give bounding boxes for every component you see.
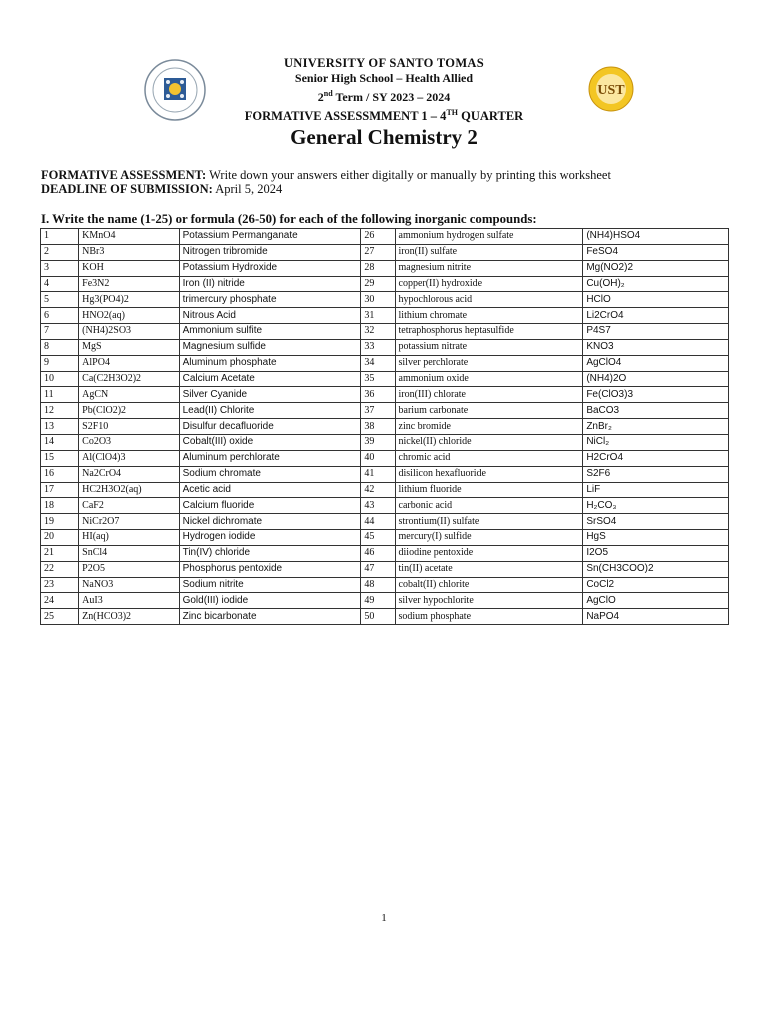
item-number: 20	[41, 530, 79, 546]
compound-formula: KMnO4	[79, 229, 179, 245]
item-number: 35	[361, 371, 395, 387]
university-name: UNIVERSITY OF SANTO TOMAS	[283, 56, 485, 70]
answer-name: Phosphorus pentoxide	[179, 561, 361, 577]
answer-formula: AgClO4	[583, 355, 729, 371]
item-number: 43	[361, 498, 395, 514]
answer-formula: H₂CO₃	[583, 498, 729, 514]
item-number: 40	[361, 450, 395, 466]
page-number: 1	[381, 912, 387, 924]
compound-name: carbonic acid	[395, 498, 583, 514]
item-number: 25	[41, 609, 79, 625]
compound-formula: SnCl4	[79, 545, 179, 561]
compound-formula: Ca(C2H3O2)2	[79, 371, 179, 387]
answer-formula: LiF	[583, 482, 729, 498]
answer-formula: AgClO	[583, 593, 729, 609]
table-row	[41, 387, 729, 403]
compounds-table	[40, 228, 729, 625]
item-number: 18	[41, 498, 79, 514]
answer-name: Calcium fluoride	[179, 498, 361, 514]
compound-name: tin(II) acetate	[395, 561, 583, 577]
compound-formula: AuI3	[79, 593, 179, 609]
item-number: 49	[361, 593, 395, 609]
compound-formula: Al(ClO4)3	[79, 450, 179, 466]
answer-formula: NaPO4	[583, 609, 729, 625]
answer-name: trimercury phosphate	[179, 292, 361, 308]
compound-name: potassium nitrate	[395, 339, 583, 355]
answer-formula: SrSO4	[583, 514, 729, 530]
answer-name: Iron (II) nitride	[179, 276, 361, 292]
item-number: 2	[41, 244, 79, 260]
compound-name: silver hypochlorite	[395, 593, 583, 609]
table-row	[41, 498, 729, 514]
item-number: 6	[41, 308, 79, 324]
table-row	[41, 292, 729, 308]
item-number: 32	[361, 324, 395, 340]
compound-formula: Na2CrO4	[79, 466, 179, 482]
term-line: 2nd Term / SY 2023 – 2024	[317, 89, 451, 104]
assessment-instruction: FORMATIVE ASSESSMENT: Write down your answers either digitally or manually by printing this worksheet	[41, 168, 611, 182]
answer-name: Cobalt(III) oxide	[179, 434, 361, 450]
answer-formula: S2F6	[583, 466, 729, 482]
compound-formula: Hg3(PO4)2	[79, 292, 179, 308]
compound-formula: KOH	[79, 260, 179, 276]
compound-formula: AlPO4	[79, 355, 179, 371]
answer-formula: Cu(OH)₂	[583, 276, 729, 292]
compound-name: magnesium nitrite	[395, 260, 583, 276]
compound-name: mercury(I) sulfide	[395, 530, 583, 546]
item-number: 31	[361, 308, 395, 324]
table-row	[41, 371, 729, 387]
item-number: 29	[361, 276, 395, 292]
item-number: 45	[361, 530, 395, 546]
table-row	[41, 593, 729, 609]
answer-name: Acetic acid	[179, 482, 361, 498]
compound-name: chromic acid	[395, 450, 583, 466]
answer-formula: Li2CrO4	[583, 308, 729, 324]
answer-formula: KNO3	[583, 339, 729, 355]
compound-formula: HNO2(aq)	[79, 308, 179, 324]
compound-formula: Zn(HCO3)2	[79, 609, 179, 625]
item-number: 3	[41, 260, 79, 276]
answer-name: Aluminum perchlorate	[179, 450, 361, 466]
table-row	[41, 514, 729, 530]
table-row	[41, 339, 729, 355]
table-row	[41, 450, 729, 466]
compound-formula: MgS	[79, 339, 179, 355]
assessment-line: FORMATIVE ASSESSMMENT 1 – 4TH QUARTER	[244, 108, 524, 124]
item-number: 19	[41, 514, 79, 530]
item-number: 33	[361, 339, 395, 355]
table-row	[41, 482, 729, 498]
compound-name: ammonium hydrogen sulfate	[395, 229, 583, 245]
item-number: 34	[361, 355, 395, 371]
answer-formula: Mg(NO2)2	[583, 260, 729, 276]
compound-formula: (NH4)2SO3	[79, 324, 179, 340]
answer-name: Disulfur decafluoride	[179, 419, 361, 435]
compound-name: copper(II) hydroxide	[395, 276, 583, 292]
answer-name: Nitrous Acid	[179, 308, 361, 324]
table-row	[41, 545, 729, 561]
item-number: 27	[361, 244, 395, 260]
compound-formula: Fe3N2	[79, 276, 179, 292]
item-number: 8	[41, 339, 79, 355]
answer-name: Silver Cyanide	[179, 387, 361, 403]
item-number: 38	[361, 419, 395, 435]
table-row	[41, 276, 729, 292]
compound-name: disilicon hexafluoride	[395, 466, 583, 482]
compound-formula: Pb(ClO2)2	[79, 403, 179, 419]
answer-formula: FeSO4	[583, 244, 729, 260]
compound-name: lithium chromate	[395, 308, 583, 324]
table-row	[41, 609, 729, 625]
compound-formula: Co2O3	[79, 434, 179, 450]
answer-name: Lead(II) Chlorite	[179, 403, 361, 419]
compound-formula: P2O5	[79, 561, 179, 577]
answer-formula: BaCO3	[583, 403, 729, 419]
answer-formula: I2O5	[583, 545, 729, 561]
item-number: 41	[361, 466, 395, 482]
answer-name: Nitrogen tribromide	[179, 244, 361, 260]
table-row	[41, 561, 729, 577]
compound-name: lithium fluoride	[395, 482, 583, 498]
answer-formula: HgS	[583, 530, 729, 546]
item-number: 39	[361, 434, 395, 450]
table-row	[41, 355, 729, 371]
answer-name: Zinc bicarbonate	[179, 609, 361, 625]
item-number: 7	[41, 324, 79, 340]
answer-formula: (NH4)2O	[583, 371, 729, 387]
section-title: I. Write the name (1-25) or formula (26-50) for each of the following inorganic compounds:	[41, 212, 537, 226]
item-number: 36	[361, 387, 395, 403]
answer-name: Nickel dichromate	[179, 514, 361, 530]
table-row	[41, 403, 729, 419]
document-header	[0, 56, 768, 150]
answer-formula: CoCl2	[583, 577, 729, 593]
answer-name: Potassium Permanganate	[179, 229, 361, 245]
compound-formula: NBr3	[79, 244, 179, 260]
item-number: 30	[361, 292, 395, 308]
table-row	[41, 577, 729, 593]
compound-formula: HI(aq)	[79, 530, 179, 546]
item-number: 17	[41, 482, 79, 498]
compound-name: sodium phosphate	[395, 609, 583, 625]
school-name: Senior High School – Health Allied	[294, 71, 474, 85]
item-number: 5	[41, 292, 79, 308]
compound-name: silver perchlorate	[395, 355, 583, 371]
item-number: 37	[361, 403, 395, 419]
compound-formula: AgCN	[79, 387, 179, 403]
item-number: 4	[41, 276, 79, 292]
answer-name: Sodium chromate	[179, 466, 361, 482]
answer-name: Magnesium sulfide	[179, 339, 361, 355]
item-number: 15	[41, 450, 79, 466]
item-number: 16	[41, 466, 79, 482]
item-number: 48	[361, 577, 395, 593]
item-number: 47	[361, 561, 395, 577]
item-number: 13	[41, 419, 79, 435]
table-row	[41, 434, 729, 450]
answer-formula: Fe(ClO3)3	[583, 387, 729, 403]
table-row	[41, 324, 729, 340]
item-number: 12	[41, 403, 79, 419]
compound-name: nickel(II) chloride	[395, 434, 583, 450]
compound-name: iron(III) chlorate	[395, 387, 583, 403]
table-row	[41, 530, 729, 546]
item-number: 22	[41, 561, 79, 577]
answer-name: Gold(III) iodide	[179, 593, 361, 609]
compound-name: ammonium oxide	[395, 371, 583, 387]
answer-name: Sodium nitrite	[179, 577, 361, 593]
item-number: 11	[41, 387, 79, 403]
compound-formula: CaF2	[79, 498, 179, 514]
answer-name: Aluminum phosphate	[179, 355, 361, 371]
answer-name: Potassium Hydroxide	[179, 260, 361, 276]
answer-name: Hydrogen iodide	[179, 530, 361, 546]
compound-name: strontium(II) sulfate	[395, 514, 583, 530]
table-row	[41, 419, 729, 435]
item-number: 26	[361, 229, 395, 245]
table-row	[41, 229, 729, 245]
compound-name: hypochlorous acid	[395, 292, 583, 308]
answer-formula: NiCl₂	[583, 434, 729, 450]
table-row	[41, 244, 729, 260]
compound-name: barium carbonate	[395, 403, 583, 419]
item-number: 21	[41, 545, 79, 561]
table-row	[41, 466, 729, 482]
item-number: 44	[361, 514, 395, 530]
answer-formula: (NH4)HSO4	[583, 229, 729, 245]
answer-formula: H2CrO4	[583, 450, 729, 466]
answer-name: Ammonium sulfite	[179, 324, 361, 340]
item-number: 1	[41, 229, 79, 245]
compound-formula: NiCr2O7	[79, 514, 179, 530]
answer-formula: ZnBr₂	[583, 419, 729, 435]
item-number: 14	[41, 434, 79, 450]
item-number: 10	[41, 371, 79, 387]
compound-formula: HC2H3O2(aq)	[79, 482, 179, 498]
item-number: 50	[361, 609, 395, 625]
item-number: 46	[361, 545, 395, 561]
ust-logo-text: UST	[597, 83, 625, 98]
answer-formula: Sn(CH3COO)2	[583, 561, 729, 577]
item-number: 9	[41, 355, 79, 371]
compound-name: zinc bromide	[395, 419, 583, 435]
compound-name: diiodine pentoxide	[395, 545, 583, 561]
answer-name: Calcium Acetate	[179, 371, 361, 387]
submission-deadline: DEADLINE OF SUBMISSION: April 5, 2024	[41, 182, 283, 196]
answer-name: Tin(IV) chloride	[179, 545, 361, 561]
item-number: 24	[41, 593, 79, 609]
item-number: 28	[361, 260, 395, 276]
compound-name: tetraphosphorus heptasulfide	[395, 324, 583, 340]
answer-formula: P4S7	[583, 324, 729, 340]
table-row	[41, 308, 729, 324]
compound-formula: NaNO3	[79, 577, 179, 593]
item-number: 23	[41, 577, 79, 593]
item-number: 42	[361, 482, 395, 498]
subject-title: General Chemistry 2	[290, 125, 478, 150]
compound-formula: S2F10	[79, 419, 179, 435]
compound-name: iron(II) sulfate	[395, 244, 583, 260]
table-row	[41, 260, 729, 276]
answer-formula: HClO	[583, 292, 729, 308]
compound-name: cobalt(II) chlorite	[395, 577, 583, 593]
